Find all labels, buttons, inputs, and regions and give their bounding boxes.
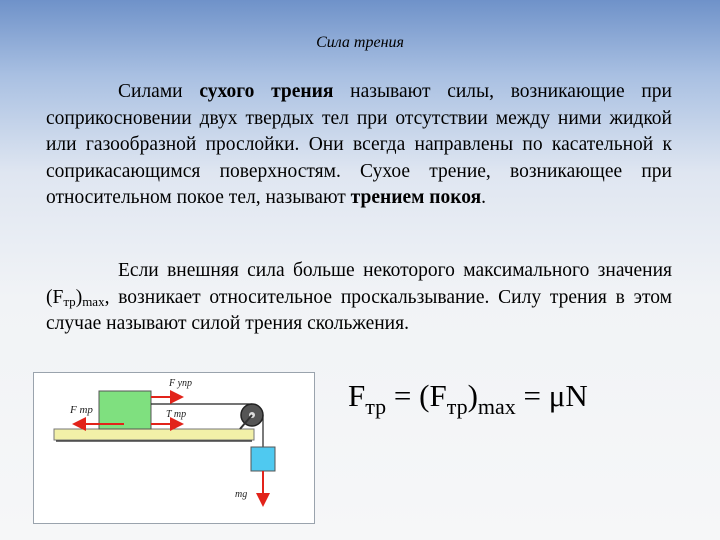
text: , возникает относительное проскальзывание. Силу трения в этом случае называют силой трения скольжения. (46, 286, 672, 334)
friction-diagram (33, 372, 315, 524)
subscript: max (82, 293, 105, 309)
text: Силами (118, 81, 200, 102)
subscript: тр (63, 293, 76, 309)
text: Если внешняя сила больше некоторого максимального значения (F (46, 260, 672, 308)
text: = (F (386, 378, 447, 413)
diagram-svg (34, 373, 314, 523)
slide-title: Сила трения (316, 34, 404, 51)
friction-force-label: F тр (70, 404, 93, 416)
text: ) (75, 286, 83, 308)
hanging-mass (251, 447, 275, 471)
tension-label: T тр (166, 409, 187, 420)
gravity-label: mg (235, 489, 248, 500)
paragraph-sliding-friction (46, 258, 672, 338)
paragraph-dry-friction (46, 79, 672, 212)
text: . (481, 187, 487, 208)
term-dry-friction: сухого трения (199, 81, 334, 102)
subscript: тр (365, 394, 387, 419)
text: = μN (515, 378, 588, 413)
elastic-force-label: F упр (169, 378, 193, 389)
text: ) (467, 378, 478, 413)
friction-formula (348, 378, 588, 419)
table-top (54, 429, 254, 440)
term-static-friction: трением покоя (350, 187, 482, 208)
subscript: тр (446, 394, 468, 419)
text: F (348, 378, 366, 413)
subscript: max (477, 394, 516, 419)
text: называют силы, возникающие при соприкосновении двух твердых тел при отсутствии между ними жидкой или газообразной прослойки. Они всегда направлены по касательной к соприкасающимся поверхностям. Сухое трение, возникающее при относительном покое тел, называют (46, 81, 672, 208)
